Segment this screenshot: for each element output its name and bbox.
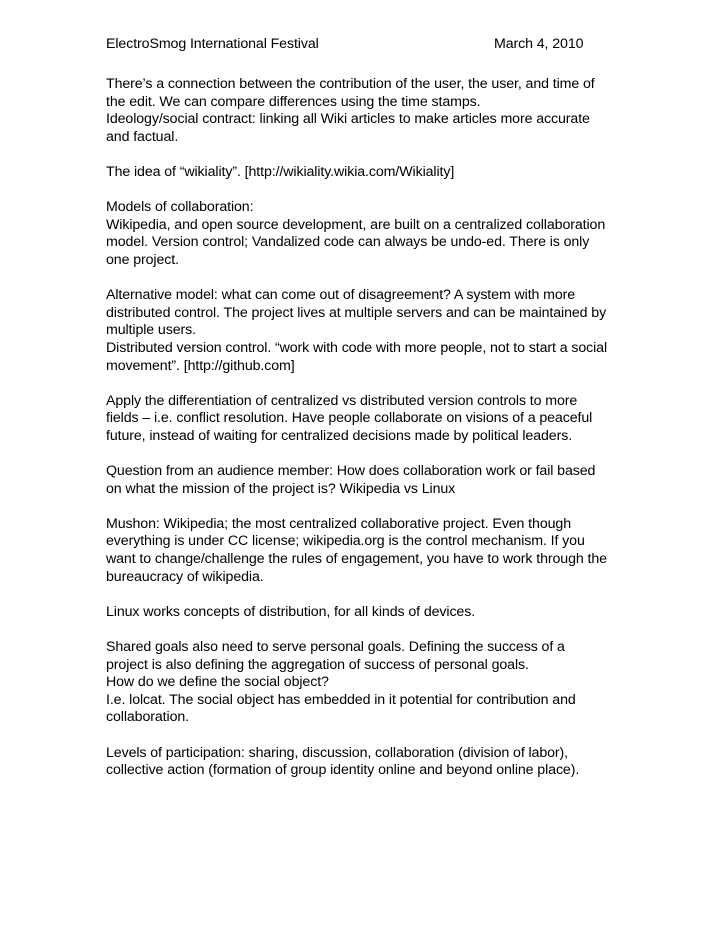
text-line: one project. <box>106 251 179 268</box>
text-line: project is also defining the aggregation of success of personal goals. <box>106 656 529 673</box>
document-title: ElectroSmog International Festival <box>106 36 319 52</box>
paragraph <box>106 76 626 146</box>
text-line: There’s a connection between the contribution of the user, the user, and time of <box>106 76 595 92</box>
paragraph <box>106 199 626 269</box>
text-line: on what the mission of the project is? Wikipedia vs Linux <box>106 480 456 497</box>
text-line: fields – i.e. conflict resolution. Have people collaborate on visions of a peaceful <box>106 410 593 427</box>
text-line: Distributed version control. “work with code with more people, not to start a social <box>106 339 607 356</box>
text-line: The idea of “wikiality”. [http://wikiality.wikia.com/Wikiality] <box>106 163 455 180</box>
text-line: bureaucracy of wikipedia. <box>106 568 264 585</box>
text-line: Mushon: Wikipedia; the most centralized collaborative project. Even though <box>106 515 571 532</box>
paragraph <box>106 164 626 182</box>
text-line: Levels of participation: sharing, discussion, collaboration (division of labor), <box>106 744 569 761</box>
text-line: Ideology/social contract: linking all Wiki articles to make articles more accurate <box>106 111 590 128</box>
paragraph <box>106 604 626 622</box>
text-line: the edit. We can compare differences using the time stamps. <box>106 93 481 110</box>
text-line: want to change/challenge the rules of engagement, you have to work through the <box>106 551 607 568</box>
paragraph <box>106 463 626 498</box>
text-line: Linux works concepts of distribution, for all kinds of devices. <box>106 603 476 620</box>
paragraph <box>106 287 626 375</box>
text-line: Models of collaboration: <box>106 199 254 216</box>
text-line: collective action (formation of group identity online and beyond online place). <box>106 762 580 779</box>
document-page <box>106 36 626 797</box>
document-body <box>106 76 626 780</box>
paragraph <box>106 516 626 586</box>
paragraph <box>106 393 626 446</box>
text-line: collaboration. <box>106 709 189 726</box>
text-line: Question from an audience member: How does collaboration work or fail based <box>106 463 596 480</box>
text-line: and factual. <box>106 128 179 145</box>
paragraph <box>106 639 626 727</box>
text-line: distributed control. The project lives at multiple servers and can be maintained by <box>106 304 607 321</box>
text-line: future, instead of waiting for centralized decisions made by political leaders. <box>106 427 573 444</box>
text-line: I.e. lolcat. The social object has embedded in it potential for contribution and <box>106 691 576 708</box>
text-line: model. Version control; Vandalized code can always be undo-ed. There is only <box>106 234 590 251</box>
paragraph <box>106 745 626 780</box>
text-line: How do we define the social object? <box>106 674 329 691</box>
text-line: Wikipedia, and open source development, are built on a centralized collaboration <box>106 216 606 233</box>
text-line: Alternative model: what can come out of disagreement? A system with more <box>106 287 576 304</box>
text-line: Shared goals also need to serve personal goals. Defining the success of a <box>106 639 565 655</box>
document-date: March 4, 2010 <box>494 36 584 52</box>
text-line: movement”. [http://github.com] <box>106 357 295 374</box>
text-line: multiple users. <box>106 322 196 339</box>
text-line: everything is under CC license; wikipedia.org is the control mechanism. If you <box>106 533 585 550</box>
text-line: Apply the differentiation of centralized vs distributed version controls to more <box>106 392 578 409</box>
page-header <box>106 36 626 54</box>
